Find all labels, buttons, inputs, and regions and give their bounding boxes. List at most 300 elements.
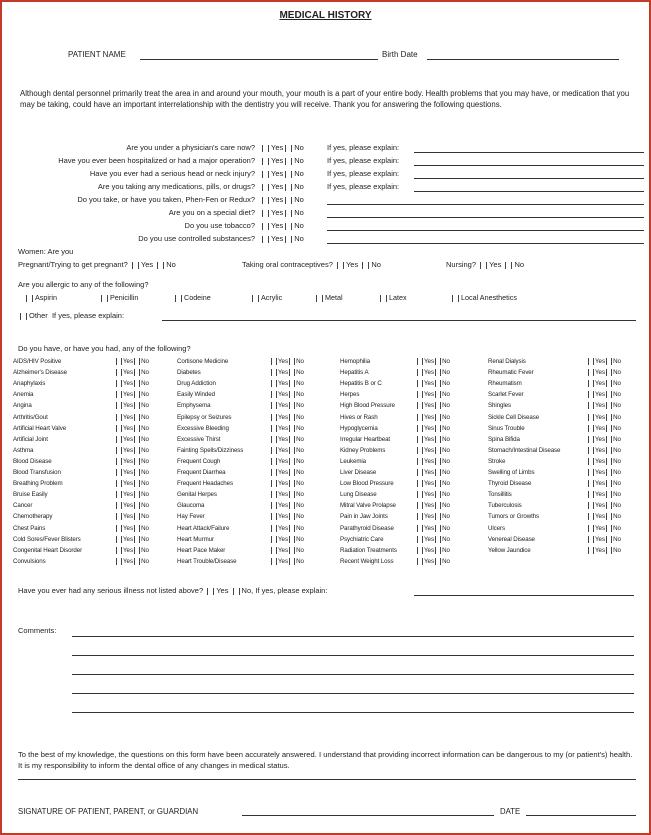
yes-label: Yes — [278, 458, 289, 466]
no-box[interactable] — [289, 469, 295, 476]
contraceptives-label: Taking oral contraceptives? — [242, 260, 333, 269]
condition-yes-no — [115, 436, 149, 443]
allergy-checkbox[interactable] — [316, 295, 323, 302]
condition-label: Lung Disease — [340, 491, 377, 499]
yes-no-group — [260, 208, 304, 217]
condition-yes-no — [270, 458, 304, 465]
yes-box[interactable] — [116, 458, 122, 465]
yes-box[interactable] — [588, 358, 594, 365]
yes-box[interactable] — [116, 525, 122, 532]
no-box[interactable] — [289, 414, 295, 421]
yes-box[interactable] — [417, 425, 423, 432]
yes-box[interactable] — [417, 480, 423, 487]
comment-line[interactable] — [72, 674, 634, 675]
condition-label: Cortisone Medicine — [177, 358, 229, 365]
yes-label: Yes — [278, 546, 289, 554]
condition-yes-no — [587, 414, 621, 421]
no-box[interactable] — [289, 536, 295, 543]
yes-box[interactable] — [417, 525, 423, 532]
no-box[interactable] — [289, 402, 295, 409]
no-box[interactable] — [435, 358, 441, 365]
no-box[interactable] — [285, 158, 292, 165]
yes-label: Yes — [123, 458, 134, 466]
nursing-no-box[interactable] — [505, 262, 512, 269]
yes-box[interactable] — [588, 525, 594, 532]
no-box[interactable] — [134, 525, 140, 532]
yes-label: Yes — [123, 424, 134, 432]
no-box[interactable] — [435, 425, 441, 432]
no-box[interactable] — [606, 525, 612, 532]
other-allergy-box[interactable] — [20, 313, 27, 320]
explain-field[interactable] — [327, 217, 644, 218]
no-box[interactable] — [285, 145, 292, 152]
yes-box[interactable] — [116, 502, 122, 509]
contraceptives-no-box[interactable] — [362, 262, 369, 269]
no-box[interactable] — [435, 469, 441, 476]
no-box[interactable] — [285, 223, 292, 230]
yes-box[interactable] — [116, 491, 122, 498]
no-box[interactable] — [285, 197, 292, 204]
no-label: No — [141, 535, 150, 543]
yes-box[interactable] — [588, 391, 594, 398]
signature-field[interactable] — [242, 815, 494, 816]
yes-box[interactable] — [116, 547, 122, 554]
no-box[interactable] — [435, 536, 441, 543]
yes-box[interactable] — [588, 480, 594, 487]
yes-box[interactable] — [271, 547, 277, 554]
condition-label: Frequent Diarrhea — [177, 469, 226, 476]
no-label: No — [294, 234, 304, 243]
no-label: No — [371, 260, 381, 269]
yes-box[interactable] — [417, 402, 423, 409]
no-box[interactable] — [435, 525, 441, 532]
no-label: No — [141, 446, 150, 454]
serious-illness-question: Have you ever had any serious illness not listed above? Yes No, If yes, please explain: — [18, 586, 328, 595]
no-box[interactable] — [289, 558, 295, 565]
patient-name-label: PATIENT NAME — [68, 50, 126, 59]
yes-box[interactable] — [588, 402, 594, 409]
serious-illness-explain-field[interactable] — [414, 595, 634, 596]
yes-box[interactable] — [417, 547, 423, 554]
no-label: No — [166, 260, 176, 269]
no-box[interactable] — [134, 414, 140, 421]
no-label: No — [442, 435, 451, 443]
no-box[interactable] — [134, 447, 140, 454]
pregnant-yes-box[interactable] — [132, 262, 139, 269]
yes-label: Yes — [489, 260, 502, 269]
no-box[interactable] — [289, 358, 295, 365]
no-label: No — [442, 480, 451, 488]
no-label: No — [296, 435, 305, 443]
no-label: No — [296, 380, 305, 388]
no-box[interactable] — [285, 236, 292, 243]
yes-box[interactable] — [262, 197, 269, 204]
no-label: No — [442, 502, 451, 510]
no-box[interactable] — [134, 480, 140, 487]
serious-illness-no-box[interactable] — [233, 588, 240, 595]
no-box[interactable] — [134, 536, 140, 543]
yes-box[interactable] — [588, 369, 594, 376]
no-box[interactable] — [289, 425, 295, 432]
yes-label: Yes — [424, 458, 435, 466]
no-box[interactable] — [134, 425, 140, 432]
condition-yes-no — [270, 525, 304, 532]
yes-box[interactable] — [588, 414, 594, 421]
yes-box[interactable] — [271, 402, 277, 409]
no-box[interactable] — [435, 458, 441, 465]
no-box[interactable] — [435, 547, 441, 554]
no-box[interactable] — [606, 502, 612, 509]
no-label: No — [442, 358, 451, 366]
yes-box[interactable] — [271, 391, 277, 398]
no-label: No — [141, 480, 150, 488]
no-box[interactable] — [606, 491, 612, 498]
no-box[interactable] — [289, 491, 295, 498]
no-box[interactable] — [134, 402, 140, 409]
yes-box[interactable] — [271, 502, 277, 509]
comment-line[interactable] — [72, 655, 634, 656]
explain-field[interactable] — [414, 152, 644, 153]
serious-illness-yes-box[interactable] — [207, 588, 214, 595]
no-label: No — [141, 513, 150, 521]
pregnant-no-box[interactable] — [157, 262, 164, 269]
contraceptives-yes-box[interactable] — [337, 262, 344, 269]
explain-label: If yes, please explain: — [327, 169, 400, 178]
yes-box[interactable] — [116, 513, 122, 520]
yes-box[interactable] — [271, 469, 277, 476]
yes-box[interactable] — [116, 469, 122, 476]
no-box[interactable] — [289, 458, 295, 465]
yes-box[interactable] — [271, 558, 277, 565]
no-box[interactable] — [134, 391, 140, 398]
no-box[interactable] — [606, 480, 612, 487]
yes-box[interactable] — [417, 536, 423, 543]
nursing-yes-box[interactable] — [480, 262, 487, 269]
no-box[interactable] — [606, 380, 612, 387]
condition-yes-no — [587, 491, 621, 498]
no-label: No — [442, 446, 451, 454]
yes-box[interactable] — [116, 391, 122, 398]
yes-box[interactable] — [588, 491, 594, 498]
allergy-checkbox[interactable] — [175, 295, 182, 302]
allergy-checkbox[interactable] — [101, 295, 108, 302]
no-label: No — [613, 502, 622, 510]
explain-field[interactable] — [327, 204, 644, 205]
yes-box[interactable] — [262, 158, 269, 165]
condition-yes-no — [115, 425, 149, 432]
allergy-explain-field[interactable] — [162, 320, 636, 321]
yes-box[interactable] — [116, 380, 122, 387]
condition-label: Parathyroid Disease — [340, 524, 394, 532]
no-box[interactable] — [606, 358, 612, 365]
yes-box[interactable] — [116, 425, 122, 432]
yes-box[interactable] — [116, 414, 122, 421]
yes-box[interactable] — [271, 491, 277, 498]
condition-yes-no — [270, 380, 304, 387]
yes-box[interactable] — [271, 380, 277, 387]
condition-yes-no — [587, 358, 621, 365]
yes-box[interactable] — [588, 425, 594, 432]
no-box[interactable] — [435, 436, 441, 443]
condition-yes-no — [270, 391, 304, 398]
no-label: No — [442, 369, 451, 377]
other-label: Other — [29, 311, 48, 320]
yes-box[interactable] — [588, 436, 594, 443]
allergy-label: Latex — [389, 293, 407, 302]
yes-label: Yes — [424, 380, 435, 388]
yes-box[interactable] — [116, 358, 122, 365]
yes-box[interactable] — [271, 425, 277, 432]
yes-box[interactable] — [417, 380, 423, 387]
patient-name-field[interactable] — [140, 59, 378, 60]
no-box[interactable] — [606, 469, 612, 476]
no-box[interactable] — [435, 480, 441, 487]
yes-label: Yes — [278, 435, 289, 443]
comment-line[interactable] — [72, 712, 634, 713]
no-box[interactable] — [606, 447, 612, 454]
no-box[interactable] — [289, 547, 295, 554]
no-box[interactable] — [606, 425, 612, 432]
condition-yes-no — [416, 525, 450, 532]
yes-label: Yes — [140, 260, 154, 269]
yes-box[interactable] — [116, 402, 122, 409]
comment-line[interactable] — [72, 636, 634, 637]
yes-box[interactable] — [116, 447, 122, 454]
condition-label: AIDS/HIV Positive — [13, 358, 62, 365]
no-box[interactable] — [134, 558, 140, 565]
allergy-item — [99, 293, 138, 302]
allergy-checkbox[interactable] — [380, 295, 387, 302]
no-box[interactable] — [435, 491, 441, 498]
no-box[interactable] — [606, 458, 612, 465]
yes-label: Yes — [595, 458, 606, 466]
no-box[interactable] — [435, 502, 441, 509]
no-box[interactable] — [289, 436, 295, 443]
yes-box[interactable] — [417, 436, 423, 443]
allergy-other — [18, 311, 124, 320]
no-box[interactable] — [134, 469, 140, 476]
no-box[interactable] — [435, 447, 441, 454]
condition-yes-no — [115, 402, 149, 409]
condition-yes-no — [587, 447, 621, 454]
no-box[interactable] — [285, 171, 292, 178]
yes-box[interactable] — [262, 145, 269, 152]
yes-box[interactable] — [116, 369, 122, 376]
no-label: No — [613, 380, 622, 388]
condition-label: Heart Murmur — [177, 535, 214, 543]
yes-label: Yes — [278, 524, 289, 532]
no-label: No — [141, 380, 150, 388]
yes-box[interactable] — [271, 447, 277, 454]
condition-label: Heart Attack/Failure — [177, 524, 230, 532]
yes-box[interactable] — [417, 491, 423, 498]
no-box[interactable] — [435, 391, 441, 398]
condition-label: Kidney Problems — [340, 446, 386, 454]
condition-label: Genital Herpes — [177, 491, 217, 499]
condition-label: Fainting Spells/Dizziness — [177, 446, 244, 454]
yes-box[interactable] — [588, 502, 594, 509]
yes-box[interactable] — [116, 536, 122, 543]
no-box[interactable] — [606, 536, 612, 543]
no-box[interactable] — [285, 210, 292, 217]
no-label: No — [296, 369, 305, 377]
no-label: No — [141, 358, 150, 366]
yes-label: Yes — [271, 156, 284, 165]
yes-box[interactable] — [262, 223, 269, 230]
yes-box[interactable] — [271, 436, 277, 443]
yes-box[interactable] — [116, 436, 122, 443]
no-label: No — [141, 458, 150, 466]
no-box[interactable] — [134, 380, 140, 387]
no-box[interactable] — [435, 513, 441, 520]
yes-box[interactable] — [417, 358, 423, 365]
yes-box[interactable] — [588, 469, 594, 476]
no-label: No — [296, 491, 305, 499]
question-label: Are you under a physician's care now? — [126, 143, 255, 152]
no-box[interactable] — [435, 380, 441, 387]
no-box[interactable] — [134, 547, 140, 554]
yes-box[interactable] — [116, 480, 122, 487]
yes-box[interactable] — [588, 513, 594, 520]
condition-yes-no — [115, 491, 149, 498]
yes-box[interactable] — [116, 558, 122, 565]
condition-label: Thyroid Disease — [488, 480, 532, 488]
yes-label: Yes — [123, 369, 134, 377]
yes-box[interactable] — [271, 369, 277, 376]
no-label: No — [613, 524, 622, 532]
no-box[interactable] — [606, 391, 612, 398]
yes-box[interactable] — [588, 547, 594, 554]
form-title: MEDICAL HISTORY — [279, 10, 372, 21]
no-box[interactable] — [606, 369, 612, 376]
no-box[interactable] — [134, 491, 140, 498]
no-box[interactable] — [289, 502, 295, 509]
yes-box[interactable] — [271, 513, 277, 520]
no-box[interactable] — [435, 369, 441, 376]
condition-yes-no — [416, 513, 450, 520]
no-box[interactable] — [134, 369, 140, 376]
no-box[interactable] — [134, 458, 140, 465]
no-box[interactable] — [289, 391, 295, 398]
yes-label: Yes — [424, 424, 435, 432]
yes-box[interactable] — [417, 391, 423, 398]
no-label: No — [442, 413, 451, 421]
yes-box[interactable] — [417, 447, 423, 454]
yes-box[interactable] — [271, 525, 277, 532]
explain-field[interactable] — [414, 165, 644, 166]
allergy-label: Metal — [325, 293, 343, 302]
no-label: No — [296, 458, 305, 466]
yes-box[interactable] — [588, 380, 594, 387]
no-label: No — [296, 391, 305, 399]
no-box[interactable] — [289, 369, 295, 376]
no-box[interactable] — [134, 502, 140, 509]
no-box[interactable] — [435, 414, 441, 421]
allergy-checkbox[interactable] — [26, 295, 33, 302]
yes-box[interactable] — [262, 184, 269, 191]
no-label: No — [141, 491, 150, 499]
comment-line[interactable] — [72, 693, 634, 694]
yes-box[interactable] — [271, 358, 277, 365]
question-label: Are you taking any medications, pills, or drugs? — [97, 182, 255, 191]
yes-no-group — [260, 156, 304, 165]
yes-box[interactable] — [417, 502, 423, 509]
explain-field[interactable] — [327, 243, 644, 244]
no-label: No — [613, 491, 622, 499]
no-box[interactable] — [134, 358, 140, 365]
no-box[interactable] — [435, 402, 441, 409]
yes-box[interactable] — [588, 447, 594, 454]
yes-box[interactable] — [271, 480, 277, 487]
yes-label: Yes — [595, 424, 606, 432]
no-label: No — [613, 402, 622, 410]
yes-label: Yes — [123, 546, 134, 554]
yes-box[interactable] — [262, 171, 269, 178]
yes-box[interactable] — [417, 469, 423, 476]
yes-box[interactable] — [588, 536, 594, 543]
no-box[interactable] — [289, 380, 295, 387]
condition-label: High Blood Pressure — [340, 402, 395, 410]
birth-date-field[interactable] — [427, 59, 619, 60]
yes-box[interactable] — [417, 558, 423, 565]
no-box[interactable] — [606, 402, 612, 409]
no-box[interactable] — [289, 480, 295, 487]
yes-box[interactable] — [417, 458, 423, 465]
yes-box[interactable] — [588, 458, 594, 465]
condition-label: Stomach/Intestinal Disease — [488, 446, 561, 454]
yes-label: Yes — [123, 502, 134, 510]
no-label: No — [241, 586, 252, 595]
yes-box[interactable] — [417, 513, 423, 520]
explain-field[interactable] — [414, 178, 644, 179]
no-box[interactable] — [435, 558, 441, 565]
yes-box[interactable] — [417, 414, 423, 421]
no-box[interactable] — [606, 513, 612, 520]
yes-label: Yes — [123, 402, 134, 410]
yes-box[interactable] — [271, 458, 277, 465]
yes-box[interactable] — [271, 536, 277, 543]
no-box[interactable] — [289, 513, 295, 520]
no-box[interactable] — [134, 436, 140, 443]
yes-label: Yes — [424, 546, 435, 554]
no-box[interactable] — [606, 414, 612, 421]
allergy-checkbox[interactable] — [252, 295, 259, 302]
no-box[interactable] — [285, 184, 292, 191]
no-label: No — [141, 469, 150, 477]
explain-label: If yes, please explain: — [327, 143, 400, 152]
yes-box[interactable] — [262, 210, 269, 217]
condition-label: Spina Bifida — [488, 435, 520, 443]
no-box[interactable] — [606, 436, 612, 443]
yes-box[interactable] — [417, 369, 423, 376]
condition-yes-no — [115, 502, 149, 509]
no-label: No — [442, 391, 451, 399]
no-box[interactable] — [134, 513, 140, 520]
yes-box[interactable] — [271, 414, 277, 421]
explain-field[interactable] — [327, 230, 644, 231]
yes-no-group — [260, 143, 304, 152]
no-box[interactable] — [289, 447, 295, 454]
yes-box[interactable] — [262, 236, 269, 243]
explain-field[interactable] — [414, 191, 644, 192]
date-field[interactable] — [526, 815, 636, 816]
no-box[interactable] — [606, 547, 612, 554]
yes-label: Yes — [278, 469, 289, 477]
no-box[interactable] — [289, 525, 295, 532]
yes-no-group — [260, 234, 304, 243]
yes-label: Yes — [123, 358, 134, 366]
allergy-checkbox[interactable] — [452, 295, 459, 302]
